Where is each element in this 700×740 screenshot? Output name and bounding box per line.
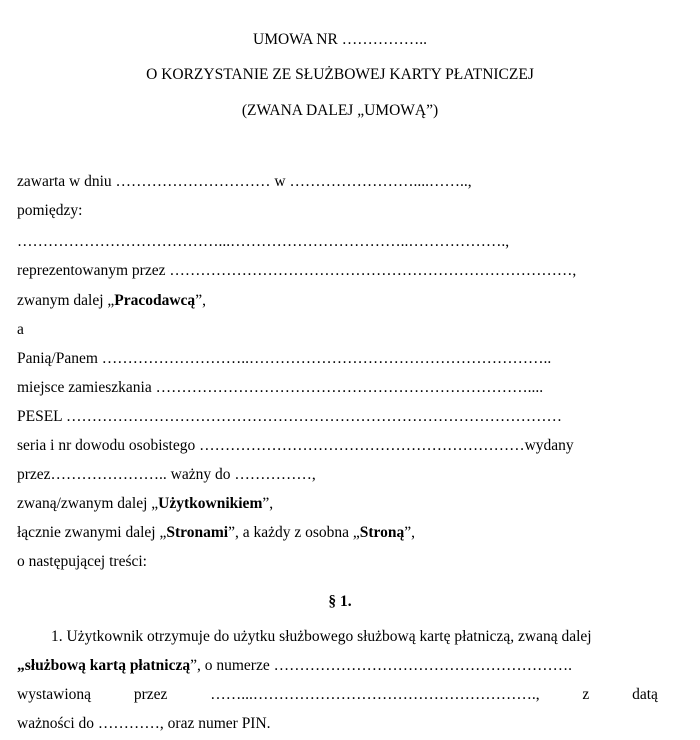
employer-term: Pracodawcą: [114, 292, 196, 309]
id-series-line: seria i nr dowodu osobistego ………………………………………………………wydany: [17, 437, 574, 454]
section-1-validity-line: ważności do …………, oraz numer PIN.: [17, 715, 271, 732]
section-1-point-1-line-1: 1. Użytkownik otrzymuje do użytku służbowego służbową kartę płatniczą, zwaną dalej: [51, 628, 592, 645]
content-intro-line: o następującej treści:: [17, 553, 147, 570]
issuer-word-4: datą: [632, 686, 658, 703]
issuer-word-1: wystawioną: [17, 686, 92, 703]
parties-definition-line: [17, 524, 415, 542]
parties-def-prefix: łącznie zwanymi dalej „: [17, 524, 167, 541]
card-term-open-quote: „: [17, 657, 25, 674]
employer-blank-line: …………………………………...……………………………..……………….,: [17, 233, 510, 250]
residence-line: miejsce zamieszkania ………………………………………………………………....: [17, 379, 544, 396]
section-1-heading: § 1.: [328, 593, 352, 610]
date-place-line: zawarta w dniu ………………………… w ……………………....……..,: [17, 173, 472, 190]
section-1-card-definition-line: [17, 657, 572, 675]
section-1-issuer-line: [17, 686, 658, 704]
card-number-suffix: ”, o numerze ………………………………………………….: [190, 657, 572, 674]
user-term: Użytkownikiem: [158, 495, 263, 512]
contract-subject-title: O KORZYSTANIE ZE SŁUŻBOWEJ KARTY PŁATNICZEJ: [146, 66, 534, 83]
issuer-word-2: przez: [133, 686, 168, 703]
parties-term: Stronami: [166, 524, 229, 541]
party-term: Stroną: [359, 524, 405, 541]
employer-def-prefix: zwanym dalej „: [17, 292, 115, 309]
between-line: pomiędzy:: [17, 202, 83, 219]
issuer-word-3: z: [582, 686, 590, 703]
user-def-suffix: ”,: [262, 495, 274, 512]
issued-by-line: przez………………….. ważny do ……………,: [17, 466, 316, 483]
employer-def-suffix: ”,: [195, 292, 206, 309]
user-name-line: Panią/Panem ………………………..…………………………………………………..: [17, 350, 552, 367]
user-definition-line: [17, 495, 273, 513]
issuer-blank: ……...……………………………………………….,: [210, 686, 540, 703]
pesel-line: PESEL ……………………………………………………………………………………: [17, 408, 562, 425]
and-line: a: [17, 321, 24, 338]
parties-def-middle: ”, a każdy z osobna „: [228, 524, 360, 541]
employer-definition-line: [17, 292, 206, 310]
card-term: służbową kartą płatniczą: [24, 657, 191, 674]
contract-number-title: UMOWA NR ……………..: [253, 31, 427, 48]
user-def-prefix: zwaną/zwanym dalej „: [17, 495, 159, 512]
represented-by-line: reprezentowanym przez ……………………………………………………………………,: [17, 262, 577, 279]
parties-def-suffix: ”,: [404, 524, 416, 541]
contract-alias-title: (ZWANA DALEJ „UMOWĄ”): [241, 102, 439, 119]
